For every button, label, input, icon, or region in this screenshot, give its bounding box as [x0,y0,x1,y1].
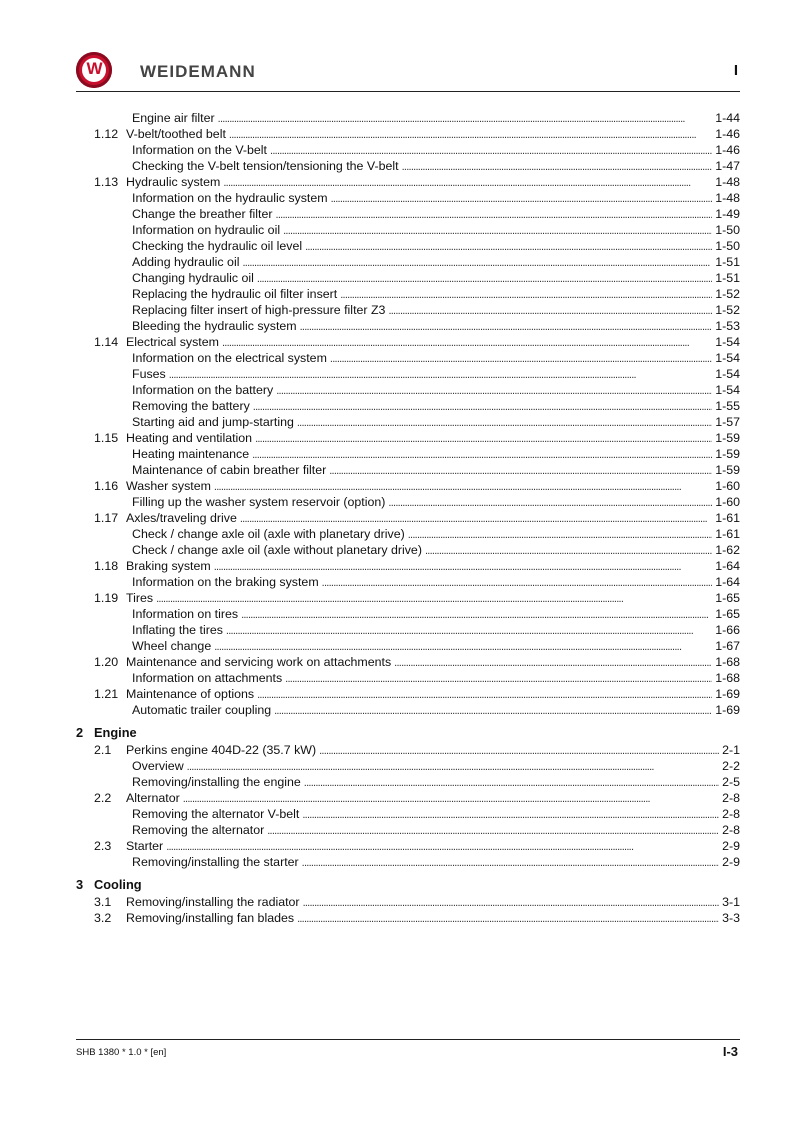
dot-leader [300,318,713,335]
toc-entry[interactable] [76,398,740,414]
dot-leader [169,366,712,383]
toc-entry-page: 1-61 [715,527,740,541]
toc-entry-page: 1-64 [715,559,740,573]
chapter-number: 3 [76,877,84,892]
toc-entry-page: 1-51 [715,255,740,269]
dot-leader [267,822,719,839]
toc-entry-page: 1-69 [715,703,740,717]
toc-entry-page: 3-1 [722,895,740,909]
toc-entry-title: Maintenance and servicing work on attachments [126,655,392,669]
toc-entry-page: 1-67 [715,639,740,653]
toc-entry[interactable] [76,790,740,806]
toc-entry-page: 1-54 [715,383,740,397]
toc-entry[interactable] [76,206,740,222]
dot-leader [257,270,712,287]
dot-leader [270,142,712,159]
toc-entry-page: 1-65 [715,591,740,605]
toc-entry-page: 1-69 [715,687,740,701]
toc-entry[interactable] [76,382,740,398]
toc-entry-number: 1.12 [94,127,119,141]
toc-entry-title: Information on the electrical system [132,351,327,365]
chapter-number: 2 [76,725,84,740]
toc-entry-title: Adding hydraulic oil [132,255,240,269]
toc-entry-page: 1-65 [715,607,740,621]
toc-entry[interactable] [76,558,740,574]
toc-entry-page: 1-44 [715,111,740,125]
header-divider [76,91,740,92]
dot-leader [274,702,712,719]
toc-entry[interactable] [76,622,740,638]
dot-leader [223,174,712,191]
dot-leader [402,158,713,175]
toc-entry-number: 3.2 [94,911,112,925]
toc-entry-page: 1-48 [715,191,740,205]
dot-leader [218,110,713,127]
dot-leader [214,478,712,495]
toc-entry[interactable] [76,174,740,190]
toc-entry-title: Information on the hydraulic system [132,191,328,205]
toc-entry[interactable] [76,254,740,270]
toc-entry[interactable] [76,126,740,142]
toc-entry-page: 1-49 [715,207,740,221]
dot-leader [229,126,712,143]
toc-entry-number: 1.19 [94,591,119,605]
toc-entry-page: 1-53 [715,319,740,333]
toc-entry-number: 3.1 [94,895,112,909]
toc-entry[interactable] [76,894,740,910]
toc-chapter-2 [76,742,740,870]
toc-entry-number: 1.20 [94,655,119,669]
toc-entry[interactable] [76,670,740,686]
toc-entry-page: 1-48 [715,175,740,189]
page-number: I-3 [722,1044,738,1059]
toc-entry-page: 1-50 [715,239,740,253]
toc-entry-number: 1.13 [94,175,119,189]
dot-leader [425,542,712,559]
toc-chapter-1-continued [76,110,740,718]
toc-entry-title: Removing/installing the starter [132,855,299,869]
toc-entry-title: V-belt/toothed belt [126,127,226,141]
dot-leader [253,398,712,415]
dot-leader [183,790,719,807]
toc-entry-title: Overview [132,759,184,773]
toc-entry-title: Washer system [126,479,211,493]
dot-leader [242,254,712,271]
toc-entry-page: 1-46 [715,143,740,157]
toc-entry[interactable] [76,478,740,494]
toc-entry-title: Maintenance of cabin breather filter [132,463,327,477]
chapter-title: Cooling [94,877,142,892]
toc-entry-number: 1.21 [94,687,119,701]
toc-entry-title: Check / change axle oil (axle with planetary drive) [132,527,405,541]
toc-entry-title: Replacing the hydraulic oil filter insert [132,287,338,301]
dot-leader [226,622,712,639]
toc-entry[interactable] [76,542,740,558]
toc-entry-title: Removing the alternator [132,823,265,837]
dot-leader [276,382,712,399]
toc-entry-title: Heating and ventilation [126,431,253,445]
toc-chapter-3 [76,894,740,926]
toc-entry-page: 1-46 [715,127,740,141]
toc-entry[interactable] [76,430,740,446]
toc-entry[interactable] [76,526,740,542]
dot-leader [331,190,713,207]
toc-entry-title: Replacing filter insert of high-pressure filter Z3 [132,303,386,317]
toc-entry[interactable] [76,462,740,478]
dot-leader [214,558,712,575]
toc-entry[interactable] [76,510,740,526]
toc-entry[interactable] [76,494,740,510]
toc-entry-title: Information on the battery [132,383,274,397]
toc-entry-title: Wheel change [132,639,212,653]
toc-entry[interactable] [76,334,740,350]
toc-entry-page: 2-8 [722,791,740,805]
toc-entry[interactable] [76,110,740,126]
toc-entry[interactable] [76,350,740,366]
dot-leader [408,526,712,543]
dot-leader [166,838,719,855]
toc-entry[interactable] [76,302,740,318]
toc-entry-page: 1-68 [715,655,740,669]
toc-entry[interactable] [76,366,740,382]
toc-entry-number: 1.18 [94,559,119,573]
toc-entry-page: 1-68 [715,671,740,685]
dot-leader [255,430,712,447]
toc-entry[interactable] [76,286,740,302]
toc-entry-page: 1-59 [715,463,740,477]
toc-entry[interactable] [76,806,740,822]
chapter-title: Engine [94,725,137,740]
toc-entry-title: Change the breather filter [132,207,273,221]
toc-entry-title: Removing/installing the radiator [126,895,300,909]
toc-entry[interactable] [76,638,740,654]
toc-entry[interactable] [76,838,740,854]
toc-entry-title: Checking the V-belt tension/tensioning the V-belt [132,159,399,173]
dot-leader [340,286,712,303]
toc-entry-title: Maintenance of options [126,687,255,701]
section-mark: I [733,62,738,79]
toc-entry-page: 1-66 [715,623,740,637]
toc-entry-title: Automatic trailer coupling [132,703,272,717]
dot-leader [302,854,719,871]
dot-leader [329,462,712,479]
toc-entry-number: 1.16 [94,479,119,493]
toc-entry[interactable] [76,270,740,286]
toc-entry-title: Alternator [126,791,180,805]
dot-leader [297,910,719,927]
toc-entry-title: Axles/traveling drive [126,511,237,525]
toc-entry[interactable] [76,414,740,430]
toc-entry[interactable] [76,686,740,702]
toc-entry-title: Information on the V-belt [132,143,268,157]
footer-divider [76,1039,740,1040]
toc-entry[interactable] [76,910,740,926]
dot-leader [222,334,712,351]
toc-entry[interactable] [76,742,740,758]
toc-entry-title: Bleeding the hydraulic system [132,319,297,333]
dot-leader [156,590,712,607]
dot-leader [302,806,719,823]
toc-entry-number: 2.3 [94,839,112,853]
dot-leader [241,606,712,623]
page-header [76,52,740,92]
toc-entry[interactable] [76,318,740,334]
toc-entry-title: Starting aid and jump-starting [132,415,294,429]
toc-entry[interactable] [76,574,740,590]
toc-entry[interactable] [76,238,740,254]
toc-entry-page: 1-57 [715,415,740,429]
dot-leader [257,686,712,703]
toc-entry-title: Engine air filter [132,111,215,125]
toc-entry[interactable] [76,774,740,790]
table-of-contents [76,110,740,926]
toc-entry-number: 1.15 [94,431,119,445]
dot-leader [304,774,719,791]
toc-entry-page: 2-2 [722,759,740,773]
toc-entry-title: Information on attachments [132,671,283,685]
toc-entry-page: 1-51 [715,271,740,285]
toc-entry-page: 1-50 [715,223,740,237]
dot-leader [305,238,712,255]
toc-entry-page: 1-54 [715,351,740,365]
toc-entry-page: 1-59 [715,447,740,461]
toc-entry-page: 2-8 [722,807,740,821]
toc-entry[interactable] [76,142,740,158]
toc-entry-title: Filling up the washer system reservoir (option) [132,495,386,509]
toc-entry[interactable] [76,158,740,174]
toc-entry-page: 2-9 [722,839,740,853]
toc-entry[interactable] [76,758,740,774]
toc-entry-page: 1-52 [715,287,740,301]
toc-entry-title: Tires [126,591,154,605]
toc-entry-title: Information on the braking system [132,575,319,589]
toc-entry-page: 1-61 [715,511,740,525]
dot-leader [388,494,712,511]
toc-entry-page: 1-47 [715,159,740,173]
chapter-heading [76,876,740,894]
toc-entry-page: 2-5 [722,775,740,789]
toc-entry-title: Check / change axle oil (axle without planetary drive) [132,543,422,557]
toc-entry-page: 1-52 [715,303,740,317]
toc-entry-title: Inflating the tires [132,623,223,637]
dot-leader [330,350,712,367]
toc-entry[interactable] [76,822,740,838]
toc-entry[interactable] [76,446,740,462]
toc-entry-page: 1-62 [715,543,740,557]
dot-leader [319,742,719,759]
weidemann-logo-icon: W [76,52,112,88]
toc-entry-title: Removing the alternator V-belt [132,807,300,821]
toc-entry-page: 1-64 [715,575,740,589]
toc-entry-page: 2-9 [722,855,740,869]
dot-leader [394,654,712,671]
toc-entry-page: 1-55 [715,399,740,413]
dot-leader [276,206,713,223]
toc-entry-page: 1-59 [715,431,740,445]
dot-leader [388,302,712,319]
dot-leader [285,670,712,687]
toc-entry-title: Information on tires [132,607,239,621]
toc-entry-page: 2-1 [722,743,740,757]
dot-leader [240,510,712,527]
toc-entry-title: Removing/installing the engine [132,775,301,789]
dot-leader [214,638,712,655]
toc-entry-page: 1-54 [715,335,740,349]
toc-entry-title: Changing hydraulic oil [132,271,254,285]
toc-entry-title: Checking the hydraulic oil level [132,239,303,253]
toc-entry-title: Perkins engine 404D-22 (35.7 kW) [126,743,317,757]
toc-entry-title: Removing/installing fan blades [126,911,295,925]
dot-leader [297,414,712,431]
toc-entry-page: 1-60 [715,495,740,509]
toc-entry[interactable] [76,606,740,622]
toc-entry-title: Hydraulic system [126,175,221,189]
toc-entry-page: 3-3 [722,911,740,925]
toc-entry-page: 1-60 [715,479,740,493]
dot-leader [187,758,719,775]
dot-leader [303,894,720,911]
toc-entry[interactable] [76,190,740,206]
toc-entry-title: Information on hydraulic oil [132,223,281,237]
chapter-heading [76,724,740,742]
toc-entry-number: 1.17 [94,511,119,525]
dot-leader [283,222,712,239]
toc-entry[interactable] [76,702,740,718]
toc-entry-title: Braking system [126,559,211,573]
dot-leader [322,574,713,591]
toc-entry[interactable] [76,854,740,870]
dot-leader [252,446,712,463]
toc-entry-page: 2-8 [722,823,740,837]
toc-entry[interactable] [76,590,740,606]
toc-entry-number: 1.14 [94,335,119,349]
toc-entry-number: 2.1 [94,743,112,757]
toc-entry-title: Electrical system [126,335,219,349]
toc-entry-title: Starter [126,839,164,853]
toc-entry-title: Removing the battery [132,399,250,413]
brand-name: WEIDEMANN [140,62,256,81]
toc-entry[interactable] [76,222,740,238]
toc-entry-page: 1-54 [715,367,740,381]
toc-entry-title: Fuses [132,367,166,381]
document-reference: SHB 1380 * 1.0 * [en] [76,1047,167,1058]
toc-entry-number: 2.2 [94,791,112,805]
toc-entry-title: Heating maintenance [132,447,250,461]
toc-entry[interactable] [76,654,740,670]
